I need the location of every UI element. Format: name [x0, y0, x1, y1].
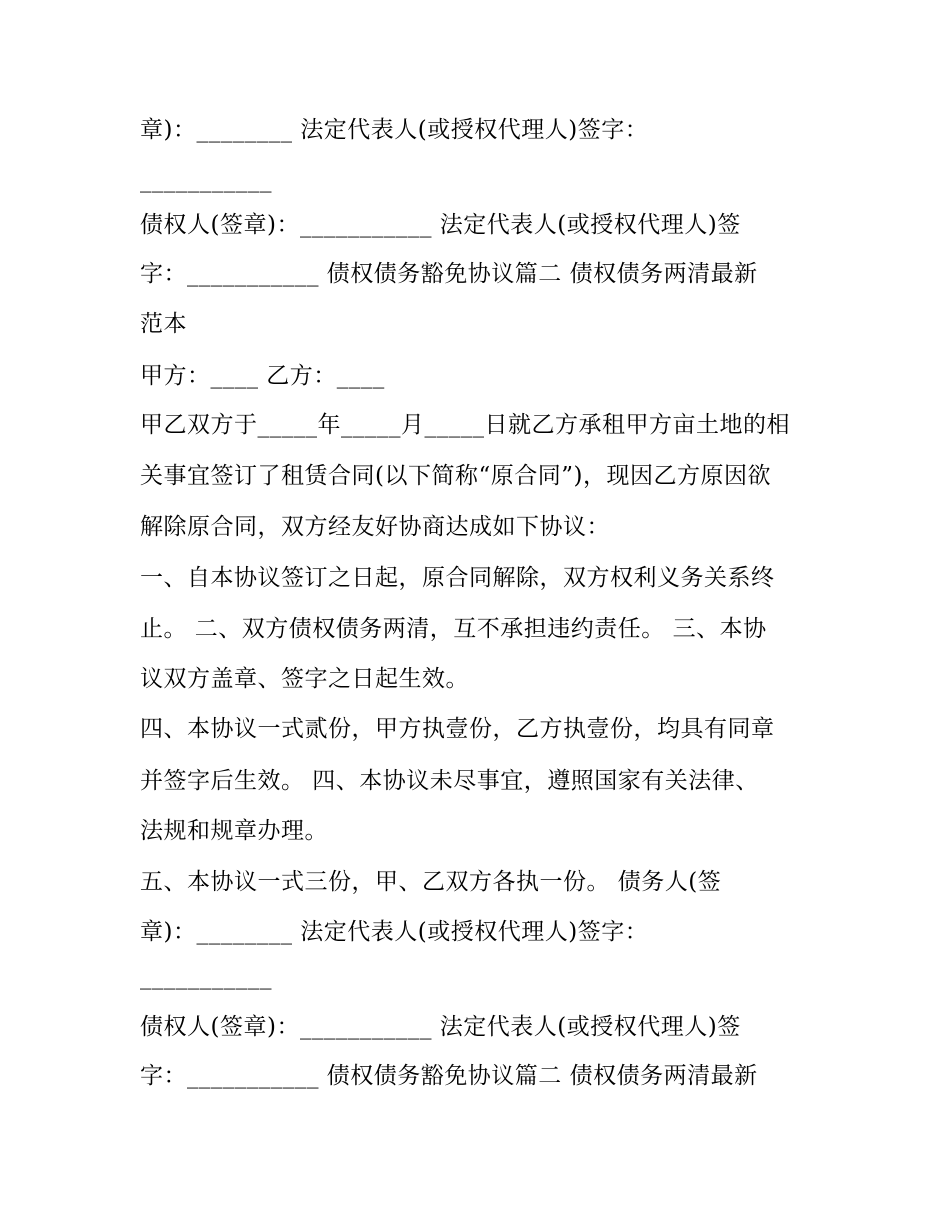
text-line: ___________: [140, 964, 272, 990]
text-line: 债权人(签章)：___________ 法定代表人(或授权代理人)签: [140, 212, 741, 238]
text-line: 四、本协议一式贰份，甲方执壹份，乙方执壹份，均具有同章: [140, 716, 775, 742]
text-line: 五、本协议一式三份，甲、乙双方各执一份。 债务人(签: [140, 869, 722, 895]
text-line: 字：___________ 债权债务豁免协议篇二 债权债务两清最新: [140, 261, 758, 287]
text-line: 债权人(签章)：___________ 法定代表人(或授权代理人)签: [140, 1014, 741, 1040]
text-line: 议双方盖章、签字之日起生效。: [140, 666, 469, 692]
text-line: 字：___________ 债权债务豁免协议篇二 债权债务两清最新: [140, 1063, 758, 1089]
text-line: 解除原合同，双方经友好协商达成如下协议：: [140, 514, 610, 540]
text-line: 甲方：____ 乙方：____: [140, 363, 385, 389]
text-line: ___________: [140, 167, 272, 193]
text-line: 章)：________ 法定代表人(或授权代理人)签字：: [140, 919, 649, 945]
text-line: 范本: [140, 311, 187, 337]
text-line: 法规和规章办理。: [140, 818, 328, 844]
text-line: 一、自本协议签订之日起，原合同解除，双方权利义务关系终: [140, 565, 775, 591]
text-line: 止。 二、双方债权债务两清，互不承担违约责任。 三、本协: [140, 616, 767, 642]
text-line: 关事宜签订了租赁合同(以下简称“原合同”)，现因乙方原因欲: [140, 463, 771, 489]
text-line: 甲乙双方于_____年_____月_____日就乙方承租甲方亩土地的相: [140, 412, 790, 438]
text-line: 并签字后生效。 四、本协议未尽事宜，遵照国家有关法律、: [140, 768, 759, 794]
text-line: 章)：________ 法定代表人(或授权代理人)签字：: [140, 117, 649, 143]
